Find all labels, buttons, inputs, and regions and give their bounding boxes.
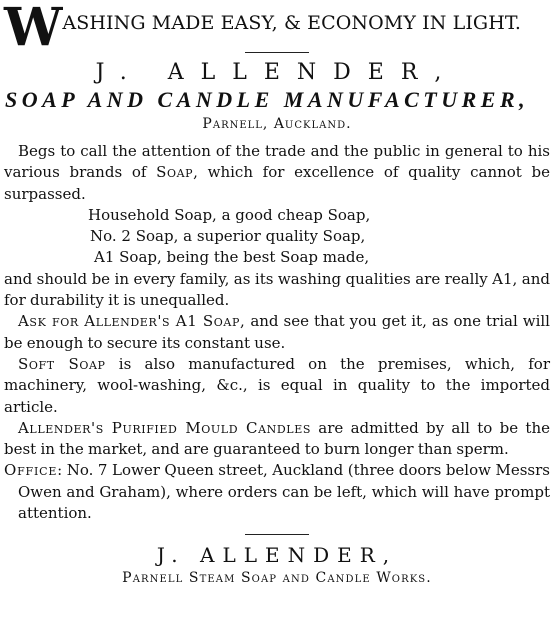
- advertiser-trade: SOAP AND CANDLE MANUFACTURER,: [5, 87, 530, 112]
- brand-item: Household Soap, a good cheap Soap,: [88, 205, 371, 224]
- intro-paragraph: [4, 141, 550, 205]
- headline-drop-cap: W: [4, 0, 61, 58]
- ask-lead: Ask for Allender's A1 Soap,: [18, 312, 246, 331]
- soft-soap-rest: is also manufactured on the premises, which, for machinery, wool-washing, &c., is equal in quality to the imported article.: [4, 354, 550, 416]
- brand-item: No. 2 Soap, a superior quality Soap,: [90, 227, 366, 246]
- advertiser-name: J. ALLENDER,: [95, 60, 459, 85]
- continuation-paragraph: and should be in every family, as its washing qualities are really A1, and for durability it is unequalled.: [4, 269, 550, 310]
- intro-soap: Soap: [156, 163, 194, 182]
- ask-paragraph: [4, 311, 550, 354]
- candles-rest: are admitted by all to be the best in the market, and are guaranteed to burn longer than sperm.: [4, 418, 550, 459]
- soft-soap-paragraph: [4, 354, 550, 418]
- office-text: : No. 7 Lower Queen street, Auckland (three doors below Messrs Owen and Graham), where orders can be left, which will have prompt attention.: [18, 461, 550, 523]
- headline: [4, 0, 550, 58]
- headline-text: ASHING MADE EASY, & ECONOMY IN LIGHT.: [62, 12, 521, 34]
- office-paragraph: [4, 460, 550, 524]
- intro-prefix: Begs to call the attention of the trade and the public in general to his various brands of: [4, 142, 550, 182]
- brand-list: [88, 205, 550, 269]
- divider-rule: [245, 52, 309, 53]
- office-label: Office: [4, 461, 58, 480]
- footer-name: J. ALLENDER,: [156, 543, 398, 568]
- candles-paragraph: [4, 418, 550, 461]
- soft-soap-lead: Soft Soap: [18, 354, 106, 373]
- intro-suffix: , which for excellence of quality cannot be surpassed.: [4, 163, 550, 203]
- brand-item: A1 Soap, being the best Soap made,: [94, 248, 370, 267]
- ask-rest: and see that you get it, as one trial will be enough to secure its constant use.: [4, 312, 550, 352]
- footer-works: Parnell Steam Soap and Candle Works.: [122, 570, 432, 587]
- advertiser-location: Parnell, Auckland.: [202, 116, 352, 132]
- footer-divider-rule: [245, 534, 309, 535]
- candles-lead: Allender's Purified Mould Candles: [18, 418, 311, 437]
